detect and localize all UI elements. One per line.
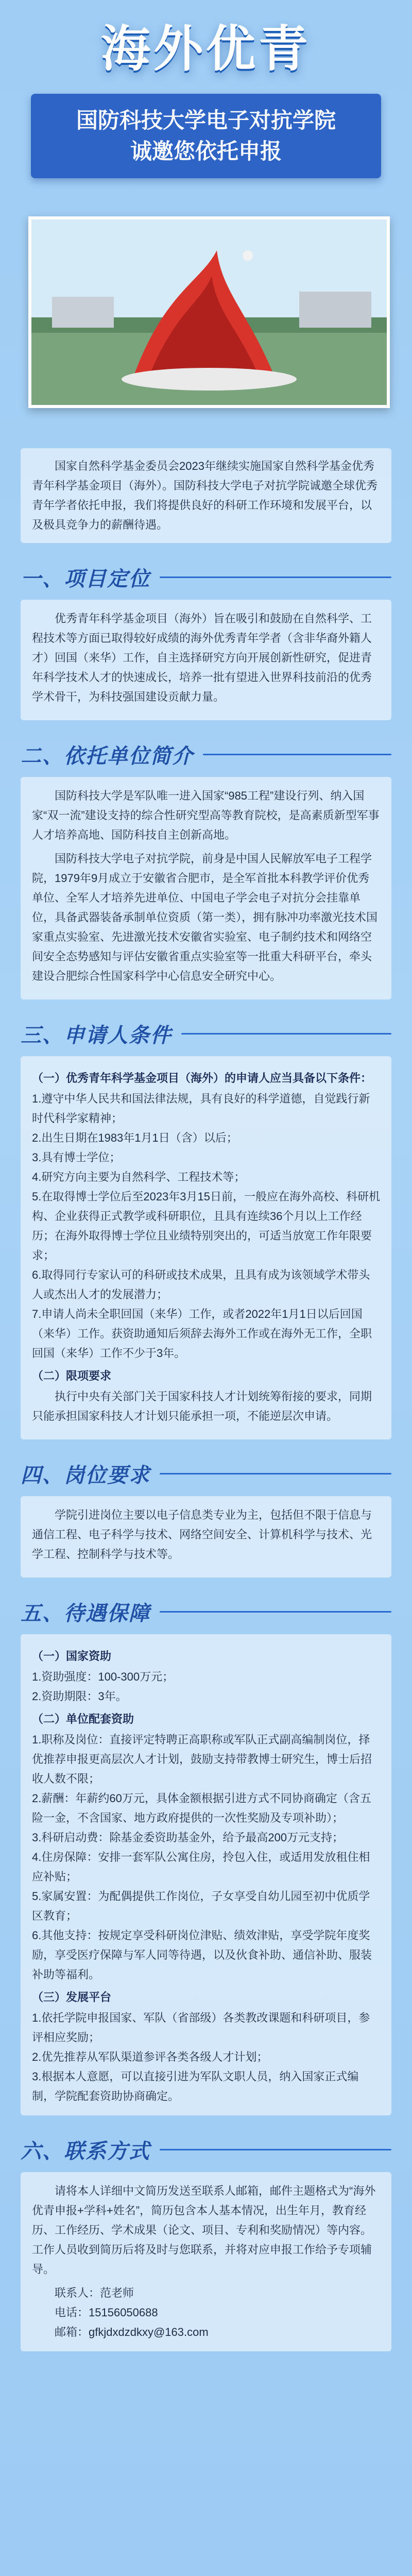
- list-item: 5.家属安置：为配偶提供工作岗位，子女享受自幼儿园至初中优质学区教育；: [32, 1890, 370, 1922]
- section-body: [21, 1496, 391, 1578]
- subtitle-line-2: 诚邀您依托申报: [130, 139, 282, 163]
- section-divider: [181, 1033, 391, 1035]
- section-divider: [160, 1611, 391, 1613]
- section-title: 一、项目定位: [21, 567, 150, 590]
- main-content: [21, 448, 391, 2351]
- list-item: 2.资助期限：3年。: [32, 1690, 127, 1703]
- section-header: [21, 1596, 391, 1627]
- campus-sculpture-photo: [28, 216, 390, 408]
- paragraph: 学院引进岗位主要以电子信息类专业为主，包括但不限于信息与通信工程、电子科学与技术、网络空间安全、计算机科学与技术、光学工程、控制科学与技术等。: [32, 1509, 372, 1561]
- section-title: 四、岗位要求: [21, 1464, 150, 1487]
- sub-heading: （二）限项要求: [32, 1369, 112, 1382]
- list-item: 3.科研启动费：除基金委资助基金外，给予最高200万元支持；: [32, 1831, 344, 1844]
- contact-name: 范老师: [100, 2286, 134, 2299]
- contact-label: 联系人：: [55, 2286, 100, 2299]
- list-item: 6.取得同行专家认可的科研或技术成果，且具有成为该领域学术带头人或杰出人才的发展潜力；: [32, 1268, 370, 1301]
- list-item: 7.申请人尚未全职回国（来华）工作，或者2022年1月1日以后回国（来华）工作。获资助通知后须辞去海外工作或在海外无工作，全职回国（来华）工作不少于3年。: [32, 1308, 372, 1360]
- list-item: 6.其他支持：按规定享受科研岗位津贴、绩效津贴，享受学院年度奖励，享受医疗保障与军人同等待遇，以及伙食补助、通信补助、服装补助等福利。: [32, 1929, 372, 1981]
- page-title: 海外优青: [101, 22, 311, 77]
- section-header: [21, 739, 391, 770]
- section-positioning: [21, 562, 391, 720]
- section-title: 三、申请人条件: [21, 1024, 172, 1047]
- section-applicant-conditions: [21, 1018, 391, 1439]
- section-header: [21, 2134, 391, 2165]
- section-body: [21, 1056, 391, 1439]
- list-item: 4.研究方向主要为自然科学、工程技术等；: [32, 1171, 246, 1183]
- list-item: 4.住房保障：安排一套军队公寓住房，拎包入住，或适用发放租住相应补贴；: [32, 1851, 370, 1883]
- list-item: 1.职称及岗位：直接评定特聘正高职称或军队正式副高编制岗位，择优推荐申报更高层次人才计划，鼓励支持带教博士研究生，博士后招收人数不限；: [32, 1733, 372, 1785]
- paragraph: 请将本人详细中文简历发送至联系人邮箱，邮件主题格式为“海外优青申报+学科+姓名”，简历包含本人基本情况，出生年月，教育经历、工作经历、学术成果（论文、项目、专利和奖励情况）等内容。工作人员收到简历后将及时与您联系，并将对应申报工作给予专项辅导。: [32, 2184, 376, 2276]
- section-position-requirements: [21, 1458, 391, 1578]
- section-header: [21, 562, 391, 592]
- list-item: 1.遵守中华人民共和国法律法规，具有良好的科学道德，自觉践行新时代科学家精神；: [32, 1092, 370, 1125]
- list-item: 3.具有博士学位；: [32, 1151, 121, 1164]
- section-contact: [21, 2134, 391, 2351]
- list-item: 5.在取得博士学位后至2023年3月15日前，一般应在海外高校、科研机构、企业获得正式教学或科研职位，且具有连续36个月以上工作经历；在海外取得博士学位且业绩特别突出的，可适当放宽工作年限要求；: [32, 1190, 380, 1262]
- paragraph: 执行中央有关部门关于国家科技人才计划统筹衔接的要求，同期只能承担国家科技人才计划只能承担一项，不能逆层次申请。: [32, 1390, 372, 1422]
- paragraph: 国防科技大学是军队唯一进入国家“985工程”建设行列、纳入国家“双一流”建设支持的综合性研究型高等教育院校，是高素质新型军事人才培养高地、国防科技自主创新高地。: [32, 789, 380, 841]
- paragraph: 国防科技大学电子对抗学院，前身是中国人民解放军电子工程学院，1979年9月成立于安徽省合肥市，是全军首批本科教学评价优秀单位、全军人才培养先进单位、中国电子学会电子对抗分会挂靠单位，具备武器装备承制单位资质（第一类），拥有脉冲功率激光技术国家重点实验室、先进激光技术安徽省实验室、电子制约技术和网络空间安全态势感知与评估安徽省重点实验室等一批重大科研平台，牵头建设合肥综合性国家科学中心信息安全研究中心。: [32, 852, 378, 982]
- section-body: [21, 777, 391, 999]
- section-divider: [203, 754, 391, 755]
- contact-email: [32, 2323, 380, 2342]
- list-item: 3.根据本人意愿，可以直接引进为军队文职人员，纳入国家正式编制，学院配套资助协商确定。: [32, 2070, 359, 2103]
- section-host-unit: [21, 739, 391, 999]
- section-body: [21, 1634, 391, 2115]
- section-title: 二、依托单位简介: [21, 744, 194, 768]
- section-header: [21, 1018, 391, 1049]
- phone-label: 电话：: [55, 2306, 89, 2319]
- list-item: 2.优先推荐从军队渠道参评各类各级人才计划；: [32, 2050, 268, 2063]
- sub-heading: （一）优秀青年科学基金项目（海外）的申请人应当具备以下条件：: [32, 1072, 372, 1084]
- list-item: 2.出生日期在1983年1月1日（含）以后；: [32, 1131, 238, 1144]
- section-title: 六、联系方式: [21, 2140, 150, 2163]
- sub-heading: （二）单位配套资助: [32, 1713, 134, 1725]
- section-divider: [160, 1473, 391, 1475]
- subtitle-line-1: 国防科技大学电子对抗学院: [76, 108, 336, 132]
- sub-heading: （一）国家资助: [32, 1650, 112, 1663]
- section-title: 五、待遇保障: [21, 1602, 150, 1625]
- phone-number[interactable]: 15156050688: [89, 2306, 158, 2319]
- email-label: 邮箱：: [55, 2326, 89, 2338]
- contact-phone: [32, 2303, 380, 2323]
- sculpture-illustration: [31, 219, 387, 405]
- list-item: 2.薪酬：年薪约60万元，具体金额根据引进方式不同协商确定（含五险一金，不含国家、地方政府提供的一次性奖励及专项补助）；: [32, 1792, 371, 1824]
- section-divider: [160, 577, 391, 578]
- header: [0, 0, 412, 222]
- intro-paragraph: 国家自然科学基金委员会2023年继续实施国家自然科学基金优秀青年科学基金项目（海外）。国防科技大学电子对抗学院诚邀全球优秀青年学者依托申报，我们将提供良好的科研工作环境和发展平台，以及极具竞争力的薪酬待遇。: [21, 448, 391, 543]
- subtitle-banner: [31, 94, 381, 178]
- section-body: [21, 2172, 391, 2351]
- sub-heading: （三）发展平台: [32, 1991, 112, 2004]
- section-body: [21, 600, 391, 720]
- paragraph: 优秀青年科学基金项目（海外）旨在吸引和鼓励在自然科学、工程技术等方面已取得较好成绩的海外优秀青年学者（含非华裔外籍人才）回国（来华）工作，自主选择研究方向开展创新性研究，促进青年科学技术人才的快速成长，培养一批有望进入世界科技前沿的优秀学术骨干，为科技强国建设贡献力量。: [32, 612, 372, 703]
- section-header: [21, 1458, 391, 1489]
- section-divider: [160, 2149, 391, 2150]
- contact-person: [32, 2283, 380, 2303]
- list-item: 1.依托学院申报国家、军队（省部级）各类教改课题和科研项目，参评相应奖励；: [32, 2011, 370, 2044]
- list-item: 1.资助强度：100-300万元；: [32, 1670, 174, 1683]
- section-benefits: [21, 1596, 391, 2115]
- email-address[interactable]: gfkjdxdzdkxy@163.com: [89, 2326, 209, 2338]
